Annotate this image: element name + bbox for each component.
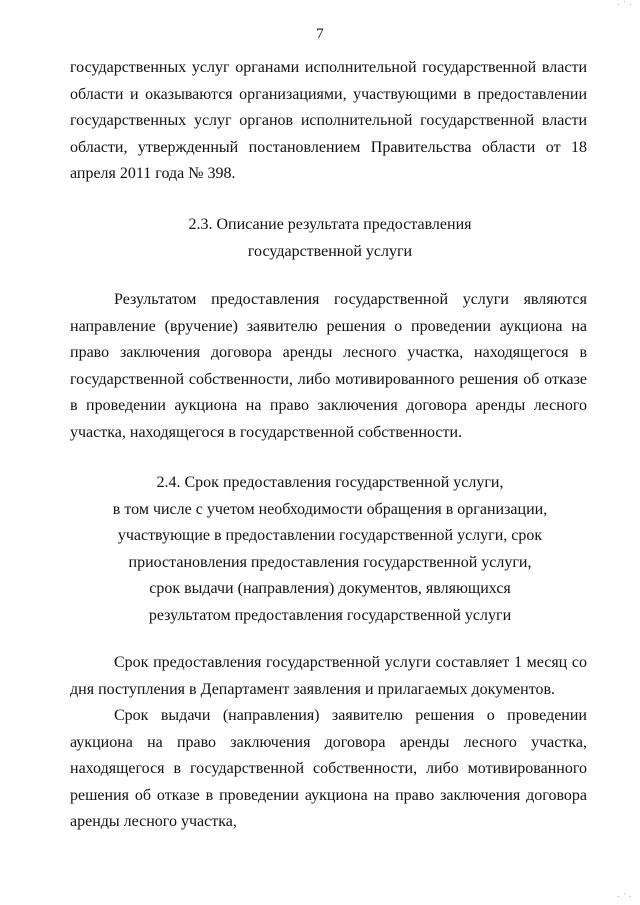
page-number: 7: [316, 26, 324, 42]
section-heading-2-4-line-2: в том числе с учетом необходимости обращения в организации,: [112, 500, 548, 518]
section-heading-2-3-line-1: 2.3. Описание результата предоставления: [188, 216, 472, 233]
paragraph-term: Срок предоставления государственной услуги составляет 1 месяц со дня поступления в Департамент заявления и прилагаемых документов.: [70, 654, 587, 698]
scan-mark-bottom: · ˈ ·: [617, 892, 632, 903]
paragraph-issue-term: Срок выдачи (направления) заявителю решения о проведении аукциона на право заключения договора аренды лесного участка, находящегося в государственной собственности, либо мотивированного решения об отказе в проведении аукциона на право заключения договора аренды лесного участка,: [70, 707, 587, 831]
section-heading-2-4-line-5: срок выдачи (направления) документов, являющихся: [149, 580, 511, 598]
section-heading-2-4-line-6: результатом предоставления государственной услуги: [148, 606, 512, 624]
section-heading-2-3-line-2: государственной услуги: [247, 242, 413, 260]
paragraph-result: Результатом предоставления государственной услуги являются направление (вручение) заявителю решения о проведении аукциона на право заключения договора аренды лесного участка, находящегося в государственной собственности, либо мотивированного решения об отказе в проведении аукциона на право заключения договора аренды лесного участка, находящегося в государственной собственности.: [70, 291, 587, 441]
section-heading-2-4-line-1: 2.4. Срок предоставления государственной услуги,: [156, 474, 504, 491]
paragraph-continuation: государственных услуг органами исполнительной государственной власти области и оказываются организациями, участвующими в предоставлении государственных услуг органов исполнительной государственной власти области, утвержденный постановлением Правительства области от 18 апреля 2011 года № 398.: [70, 59, 587, 183]
section-heading-2-4: [60, 470, 600, 630]
section-heading-2-3: [60, 212, 600, 265]
section-heading-2-4-line-3: участвующие в предоставлении государственной услуги, срок: [117, 527, 543, 545]
section-heading-2-4-line-4: приостановления предоставления государственной услуги,: [128, 553, 532, 571]
scan-mark-top: · ˈ ·: [617, 0, 632, 11]
